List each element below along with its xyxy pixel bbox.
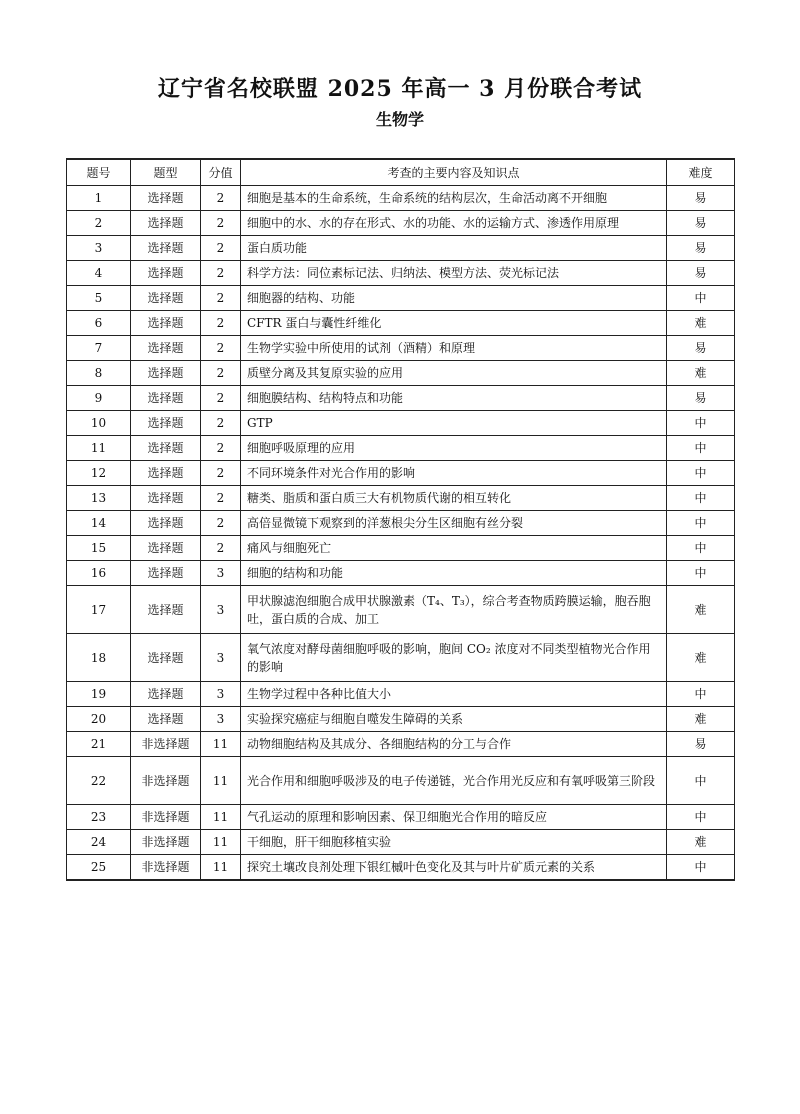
question-number-cell: 12 — [67, 461, 131, 486]
content-cell: 不同环境条件对光合作用的影响 — [241, 461, 667, 486]
difficulty-cell: 难 — [667, 586, 735, 634]
table-row — [67, 261, 735, 286]
question-number-cell: 10 — [67, 411, 131, 436]
header-score: 分值 — [201, 159, 241, 186]
question-number-cell: 25 — [67, 855, 131, 881]
content-cell: 干细胞，肝干细胞移植实验 — [241, 830, 667, 855]
question-number-cell: 1 — [67, 186, 131, 211]
difficulty-cell: 中 — [667, 486, 735, 511]
question-type-cell: 选择题 — [131, 682, 201, 707]
difficulty-cell: 中 — [667, 757, 735, 805]
score-cell: 11 — [201, 830, 241, 855]
content-cell: 气孔运动的原理和影响因素、保卫细胞光合作用的暗反应 — [241, 805, 667, 830]
score-cell: 2 — [201, 511, 241, 536]
subject-subtitle: 生物学 — [375, 110, 424, 129]
question-type-cell: 选择题 — [131, 561, 201, 586]
content-cell: 氧气浓度对酵母菌细胞呼吸的影响，胞间 CO₂ 浓度对不同类型植物光合作用的影响 — [241, 634, 667, 682]
table-row — [67, 286, 735, 311]
question-type-cell: 非选择题 — [131, 830, 201, 855]
question-type-cell: 选择题 — [131, 386, 201, 411]
question-number-cell: 23 — [67, 805, 131, 830]
difficulty-cell: 难 — [667, 361, 735, 386]
content-cell: 质壁分离及其复原实验的应用 — [241, 361, 667, 386]
content-cell: 细胞器的结构、功能 — [241, 286, 667, 311]
content-cell: 细胞是基本的生命系统，生命系统的结构层次，生命活动离不开细胞 — [241, 186, 667, 211]
table-row — [67, 336, 735, 361]
question-type-cell: 选择题 — [131, 511, 201, 536]
question-number-cell: 15 — [67, 536, 131, 561]
score-cell: 2 — [201, 211, 241, 236]
question-number-cell: 3 — [67, 236, 131, 261]
question-number-cell: 7 — [67, 336, 131, 361]
content-cell: 生物学过程中各种比值大小 — [241, 682, 667, 707]
content-cell: 细胞的结构和功能 — [241, 561, 667, 586]
question-type-cell: 选择题 — [131, 461, 201, 486]
question-type-cell: 选择题 — [131, 336, 201, 361]
content-cell: 实验探究癌症与细胞自噬发生障碍的关系 — [241, 707, 667, 732]
table-row — [67, 561, 735, 586]
difficulty-cell: 难 — [667, 311, 735, 336]
question-number-cell: 14 — [67, 511, 131, 536]
header-question-type: 题型 — [131, 159, 201, 186]
difficulty-cell: 中 — [667, 436, 735, 461]
score-cell: 2 — [201, 411, 241, 436]
table-row — [67, 311, 735, 336]
content-cell: CFTR 蛋白与囊性纤维化 — [241, 311, 667, 336]
header-question-number: 题号 — [67, 159, 131, 186]
question-type-cell: 选择题 — [131, 261, 201, 286]
question-type-cell: 选择题 — [131, 436, 201, 461]
question-number-cell: 9 — [67, 386, 131, 411]
question-number-cell: 16 — [67, 561, 131, 586]
table-row — [67, 461, 735, 486]
difficulty-cell: 易 — [667, 732, 735, 757]
table-row — [67, 634, 735, 682]
question-type-cell: 选择题 — [131, 286, 201, 311]
score-cell: 11 — [201, 855, 241, 881]
question-type-cell: 选择题 — [131, 186, 201, 211]
score-cell: 3 — [201, 634, 241, 682]
content-cell: 细胞呼吸原理的应用 — [241, 436, 667, 461]
question-number-cell: 24 — [67, 830, 131, 855]
score-cell: 3 — [201, 586, 241, 634]
content-cell: 甲状腺滤泡细胞合成甲状腺激素（T₄、T₃），综合考查物质跨膜运输，胞吞胞吐，蛋白质的合成、加工 — [241, 586, 667, 634]
difficulty-cell: 中 — [667, 536, 735, 561]
table-row — [67, 511, 735, 536]
question-type-cell: 选择题 — [131, 536, 201, 561]
difficulty-cell: 易 — [667, 386, 735, 411]
question-number-cell: 21 — [67, 732, 131, 757]
question-number-cell: 17 — [67, 586, 131, 634]
question-number-cell: 19 — [67, 682, 131, 707]
table-row — [67, 830, 735, 855]
content-cell: 探究土壤改良剂处理下银红槭叶色变化及其与叶片矿质元素的关系 — [241, 855, 667, 881]
question-type-cell: 选择题 — [131, 236, 201, 261]
table-row — [67, 236, 735, 261]
score-cell: 2 — [201, 236, 241, 261]
content-cell: 蛋白质功能 — [241, 236, 667, 261]
table-row — [67, 186, 735, 211]
question-type-cell: 非选择题 — [131, 805, 201, 830]
score-cell: 11 — [201, 757, 241, 805]
question-number-cell: 18 — [67, 634, 131, 682]
content-cell: 糖类、脂质和蛋白质三大有机物质代谢的相互转化 — [241, 486, 667, 511]
question-type-cell: 选择题 — [131, 486, 201, 511]
question-type-cell: 选择题 — [131, 411, 201, 436]
page-title: 辽宁省名校联盟 2025 年高一 3 月份联合考试 — [157, 76, 643, 102]
score-cell: 2 — [201, 361, 241, 386]
table-row — [67, 586, 735, 634]
score-cell: 11 — [201, 805, 241, 830]
score-cell: 2 — [201, 386, 241, 411]
score-cell: 2 — [201, 536, 241, 561]
difficulty-cell: 易 — [667, 186, 735, 211]
question-type-cell: 选择题 — [131, 311, 201, 336]
question-type-cell: 选择题 — [131, 211, 201, 236]
question-number-cell: 8 — [67, 361, 131, 386]
difficulty-cell: 中 — [667, 411, 735, 436]
difficulty-cell: 中 — [667, 286, 735, 311]
content-cell: 高倍显微镜下观察到的洋葱根尖分生区细胞有丝分裂 — [241, 511, 667, 536]
content-cell: 动物细胞结构及其成分、各细胞结构的分工与合作 — [241, 732, 667, 757]
score-cell: 2 — [201, 286, 241, 311]
table-row — [67, 211, 735, 236]
score-cell: 2 — [201, 261, 241, 286]
table-row — [67, 536, 735, 561]
content-cell: 细胞中的水、水的存在形式、水的功能、水的运输方式、渗透作用原理 — [241, 211, 667, 236]
question-number-cell: 13 — [67, 486, 131, 511]
difficulty-cell: 中 — [667, 855, 735, 881]
table-row — [67, 805, 735, 830]
score-cell: 3 — [201, 561, 241, 586]
difficulty-cell: 易 — [667, 336, 735, 361]
table-row — [67, 386, 735, 411]
score-cell: 3 — [201, 707, 241, 732]
score-cell: 2 — [201, 186, 241, 211]
question-type-cell: 选择题 — [131, 361, 201, 386]
content-cell: 痛风与细胞死亡 — [241, 536, 667, 561]
header-difficulty: 难度 — [667, 159, 735, 186]
content-cell: GTP — [241, 411, 667, 436]
question-type-cell: 非选择题 — [131, 732, 201, 757]
content-cell: 细胞膜结构、结构特点和功能 — [241, 386, 667, 411]
difficulty-cell: 中 — [667, 561, 735, 586]
table-row — [67, 486, 735, 511]
table-header-row — [67, 159, 735, 186]
difficulty-cell: 中 — [667, 511, 735, 536]
content-cell: 生物学实验中所使用的试剂（酒精）和原理 — [241, 336, 667, 361]
difficulty-cell: 易 — [667, 236, 735, 261]
table-row — [67, 411, 735, 436]
question-type-cell: 选择题 — [131, 707, 201, 732]
question-type-cell: 选择题 — [131, 586, 201, 634]
difficulty-cell: 中 — [667, 682, 735, 707]
exam-breakdown-table — [66, 158, 735, 881]
difficulty-cell: 中 — [667, 461, 735, 486]
table-row — [67, 757, 735, 805]
difficulty-cell: 中 — [667, 805, 735, 830]
question-number-cell: 22 — [67, 757, 131, 805]
table-row — [67, 682, 735, 707]
table-row — [67, 732, 735, 757]
question-type-cell: 选择题 — [131, 634, 201, 682]
table-row — [67, 436, 735, 461]
content-cell: 光合作用和细胞呼吸涉及的电子传递链，光合作用光反应和有氧呼吸第三阶段 — [241, 757, 667, 805]
score-cell: 2 — [201, 311, 241, 336]
question-number-cell: 6 — [67, 311, 131, 336]
score-cell: 2 — [201, 436, 241, 461]
difficulty-cell: 难 — [667, 634, 735, 682]
header-content: 考查的主要内容及知识点 — [241, 159, 667, 186]
score-cell: 2 — [201, 336, 241, 361]
question-number-cell: 20 — [67, 707, 131, 732]
table-row — [67, 361, 735, 386]
score-cell: 3 — [201, 682, 241, 707]
question-type-cell: 非选择题 — [131, 757, 201, 805]
table-body — [67, 186, 735, 881]
score-cell: 2 — [201, 486, 241, 511]
table-row — [67, 855, 735, 881]
question-number-cell: 4 — [67, 261, 131, 286]
difficulty-cell: 难 — [667, 707, 735, 732]
difficulty-cell: 易 — [667, 211, 735, 236]
question-type-cell: 非选择题 — [131, 855, 201, 881]
score-cell: 2 — [201, 461, 241, 486]
score-cell: 11 — [201, 732, 241, 757]
table-row — [67, 707, 735, 732]
difficulty-cell: 难 — [667, 830, 735, 855]
question-number-cell: 11 — [67, 436, 131, 461]
difficulty-cell: 易 — [667, 261, 735, 286]
question-number-cell: 2 — [67, 211, 131, 236]
question-number-cell: 5 — [67, 286, 131, 311]
content-cell: 科学方法：同位素标记法、归纳法、模型方法、荧光标记法 — [241, 261, 667, 286]
